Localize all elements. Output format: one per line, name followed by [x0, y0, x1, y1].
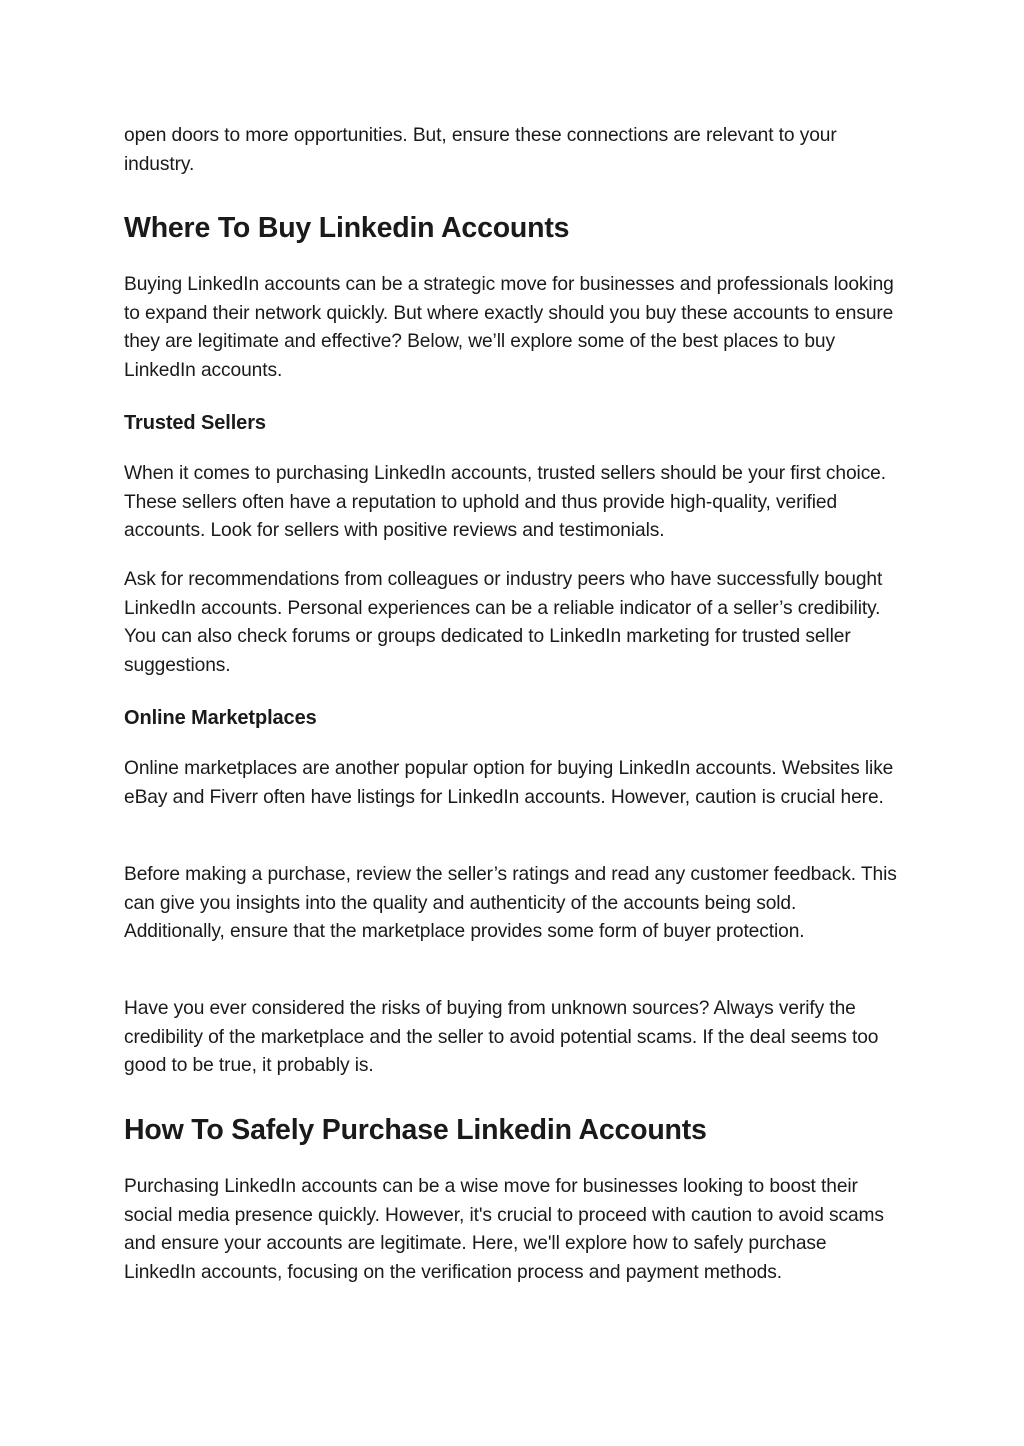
subheading-trusted-sellers: Trusted Sellers — [124, 412, 266, 434]
intro-tail-paragraph: open doors to more opportunities. But, ensure these connections are relevant to your industry. — [124, 125, 837, 175]
online-marketplaces-paragraph-2: Before making a purchase, review the seller’s ratings and read any customer feedback. This can give you insights into the quality and authenticity of the accounts being sold. Additionally, ensure that the marketplace provides some form of buyer protection. — [124, 864, 897, 943]
online-marketplaces-paragraph-1: Online marketplaces are another popular option for buying LinkedIn accounts. Websites like eBay and Fiverr often have listings for LinkedIn accounts. However, caution is crucial here. — [124, 758, 894, 808]
heading-how-to-safely-purchase: How To Safely Purchase Linkedin Accounts — [124, 1114, 707, 1146]
where-to-buy-intro-paragraph: Buying LinkedIn accounts can be a strategic move for businesses and professionals looking to expand their network quickly. But where exactly should you buy these accounts to ensure they are legitimate and effective? Below, we’ll explore some of the best places to buy LinkedIn accounts. — [124, 274, 894, 381]
how-to-safely-purchase-intro-paragraph: Purchasing LinkedIn accounts can be a wise move for businesses looking to boost their social media presence quickly. However, it's crucial to proceed with caution to avoid scams and ensure your accounts are legitimate. Here, we'll explore how to safely purchase LinkedIn accounts, focusing on the verification process and payment methods. — [124, 1176, 884, 1283]
heading-where-to-buy: Where To Buy Linkedin Accounts — [124, 212, 570, 244]
trusted-sellers-paragraph-2: Ask for recommendations from colleagues or industry peers who have successfully bought LinkedIn accounts. Personal experiences can be a reliable indicator of a seller’s credibility. You can also check forums or groups dedicated to LinkedIn marketing for trusted seller suggestions. — [124, 569, 883, 676]
online-marketplaces-paragraph-3: Have you ever considered the risks of buying from unknown sources? Always verify the credibility of the marketplace and the seller to avoid potential scams. If the deal seems too good to be true, it probably is. — [124, 998, 879, 1077]
subheading-online-marketplaces: Online Marketplaces — [124, 707, 317, 729]
trusted-sellers-paragraph-1: When it comes to purchasing LinkedIn accounts, trusted sellers should be your first choice. These sellers often have a reputation to uphold and thus provide high-quality, verified accounts. Look for sellers with positive reviews and testimonials. — [124, 463, 886, 542]
